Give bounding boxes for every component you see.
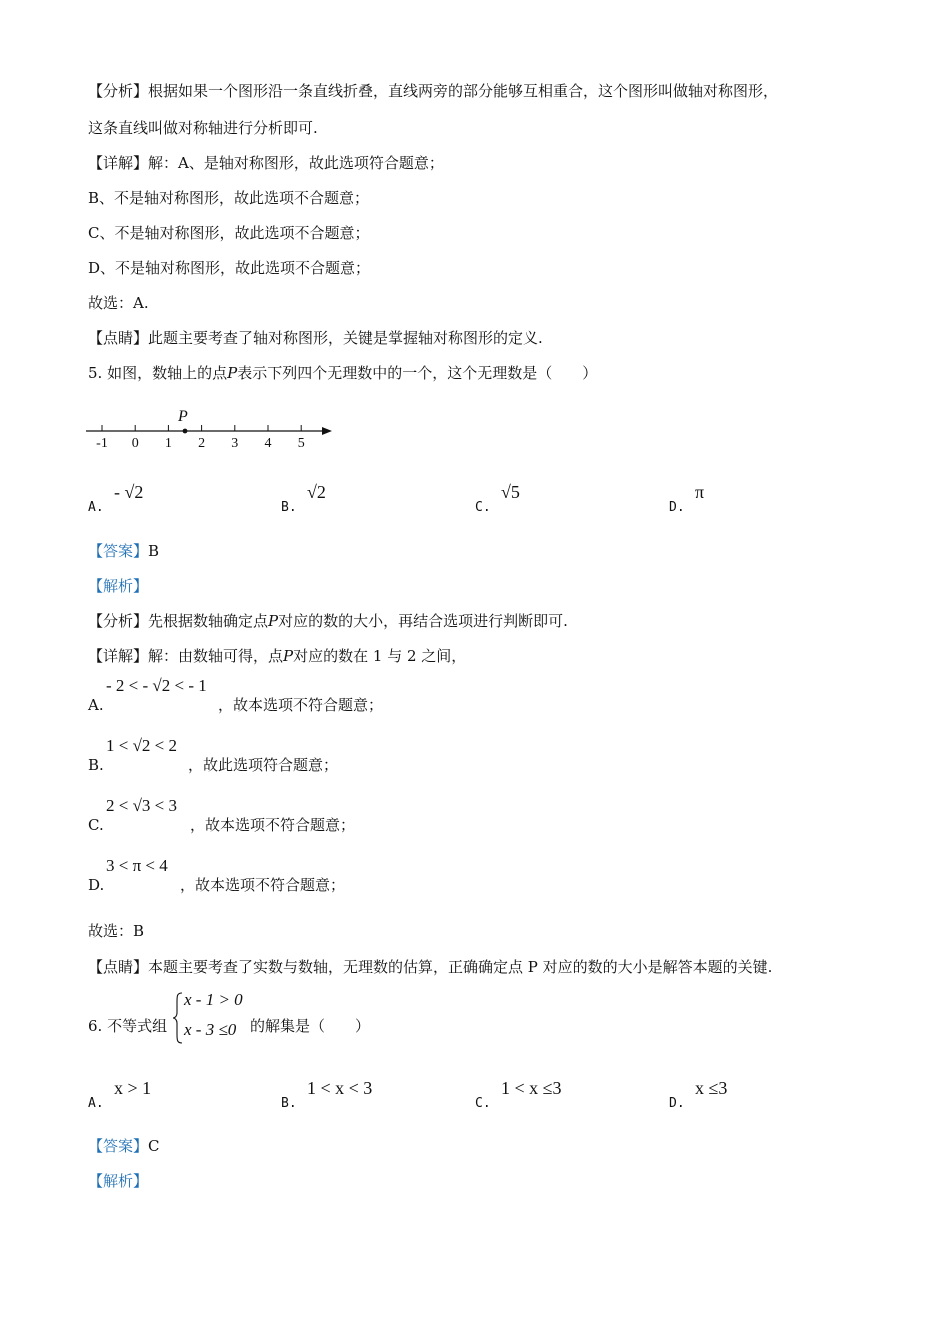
q5-comment-line <box>88 957 772 977</box>
detail-suffix: 对应的数在 1 与 2 之间， <box>293 647 467 665</box>
point-p-label: P <box>178 408 188 425</box>
answer-value: C <box>148 1137 160 1155</box>
number-line-tick-label: 1 <box>164 436 172 451</box>
option-value: √5 <box>501 482 520 502</box>
analysis-var: P <box>268 612 279 630</box>
q4-comment-line <box>88 328 543 348</box>
q6-answer-line <box>88 1136 160 1156</box>
detail-var: P <box>283 647 294 665</box>
detail-tag: 【详解】 <box>88 154 149 172</box>
q6-jiexi-tag: 【解析】 <box>88 1172 149 1190</box>
detail-text: 解：A、是轴对称图形，故此选项符合题意； <box>148 154 444 172</box>
step-letter: D. <box>88 876 105 894</box>
step-conclusion: ，故此选项符合题意； <box>188 756 339 774</box>
option-value: x ≤3 <box>695 1078 728 1098</box>
step-expression: 3 < π < 4 <box>106 856 168 875</box>
step-conclusion: ，故本选项不符合题意； <box>218 696 384 714</box>
system-inequality-2: x - 3 ≤0 <box>184 1020 237 1039</box>
analysis-tag: 【分析】 <box>88 82 149 100</box>
step-conclusion: ，故本选项不符合题意； <box>190 816 356 834</box>
option-value: π <box>695 482 705 502</box>
option-letter: C. <box>475 500 491 515</box>
q5-detail-line <box>88 646 466 666</box>
option-letter: D. <box>669 500 685 515</box>
system-brace <box>172 992 184 1044</box>
q5-jiexi-tag: 【解析】 <box>88 577 149 595</box>
q5-stem <box>88 363 597 383</box>
q6-stem-prefix: 6. 不等式组 <box>88 1017 168 1035</box>
option-value: 1 < x < 3 <box>307 1078 373 1098</box>
analysis-tag: 【分析】 <box>88 612 149 630</box>
number-line-tick-label: 2 <box>198 436 206 451</box>
analysis-prefix: 先根据数轴确定点 <box>148 612 269 630</box>
number-line-tick-label: -1 <box>96 436 108 451</box>
system-inequality-1: x - 1 > 0 <box>184 990 243 1009</box>
number-line-tick-label: 3 <box>231 436 239 451</box>
q4-detail-line-1 <box>88 153 444 173</box>
analysis-suffix: 对应的数的大小，再结合选项进行判断即可. <box>278 612 568 630</box>
q4-detail-c: C、不是轴对称图形，故此选项不合题意； <box>88 224 370 242</box>
option-value: - √2 <box>114 482 144 502</box>
option-letter: B. <box>281 500 297 515</box>
detail-tag: 【详解】 <box>88 647 149 665</box>
step-letter: B. <box>88 756 104 774</box>
q4-choose: 故选：A. <box>88 294 149 312</box>
q4-analysis-line-1 <box>88 81 778 101</box>
option-letter: A. <box>88 1096 104 1111</box>
comment-tag: 【点睛】 <box>88 958 149 976</box>
option-letter: D. <box>669 1096 685 1111</box>
number-line-figure <box>84 402 344 454</box>
q5-analysis-line <box>88 611 568 631</box>
detail-prefix: 解：由数轴可得，点 <box>148 647 284 665</box>
number-line-tick-label: 5 <box>297 436 305 451</box>
q4-detail-d: D、不是轴对称图形，故此选项不合题意； <box>88 259 371 277</box>
step-expression: 1 < √2 < 2 <box>106 736 178 755</box>
step-expression: - 2 < - √2 < - 1 <box>106 676 207 695</box>
number-line-tick-label: 4 <box>264 436 272 451</box>
q6-stem-suffix: 的解集是（ ） <box>250 1017 371 1035</box>
q5-stem-prefix: 5. 如图，数轴上的点 <box>88 364 228 382</box>
q5-stem-var: P <box>227 364 238 382</box>
option-letter: B. <box>281 1096 297 1111</box>
step-letter: C. <box>88 816 104 834</box>
number-line-arrow <box>322 427 332 435</box>
option-letter: C. <box>475 1096 491 1111</box>
answer-tag: 【答案】 <box>88 542 149 560</box>
option-value: √2 <box>307 482 326 502</box>
option-value: x > 1 <box>114 1078 152 1098</box>
q5-stem-suffix: 表示下列四个无理数中的一个，这个无理数是（ ） <box>237 364 598 382</box>
number-line-tick-label: 0 <box>131 436 139 451</box>
answer-tag: 【答案】 <box>88 1137 149 1155</box>
answer-value: B <box>148 542 160 560</box>
step-expression: 2 < √3 < 3 <box>106 796 178 815</box>
analysis-text: 根据如果一个图形沿一条直线折叠，直线两旁的部分能够互相重合，这个图形叫做轴对称图形， <box>148 82 779 100</box>
option-letter: A. <box>88 500 104 515</box>
comment-text: 此题主要考查了轴对称图形，关键是掌握轴对称图形的定义. <box>148 329 543 347</box>
comment-tag: 【点睛】 <box>88 329 149 347</box>
q4-detail-b: B、不是轴对称图形，故此选项不合题意； <box>88 189 370 207</box>
step-conclusion: ，故本选项不符合题意； <box>180 876 346 894</box>
q5-choose: 故选：B <box>88 922 145 940</box>
step-letter: A. <box>88 696 104 714</box>
point-p-marker <box>183 429 188 434</box>
q4-analysis-line-2: 这条直线叫做对称轴进行分析即可. <box>88 119 318 137</box>
option-value: 1 < x ≤3 <box>501 1078 562 1098</box>
comment-text: 本题主要考查了实数与数轴，无理数的估算，正确确定点 P 对应的数的大小是解答本题的关键. <box>148 958 773 976</box>
q5-answer-line <box>88 541 159 561</box>
